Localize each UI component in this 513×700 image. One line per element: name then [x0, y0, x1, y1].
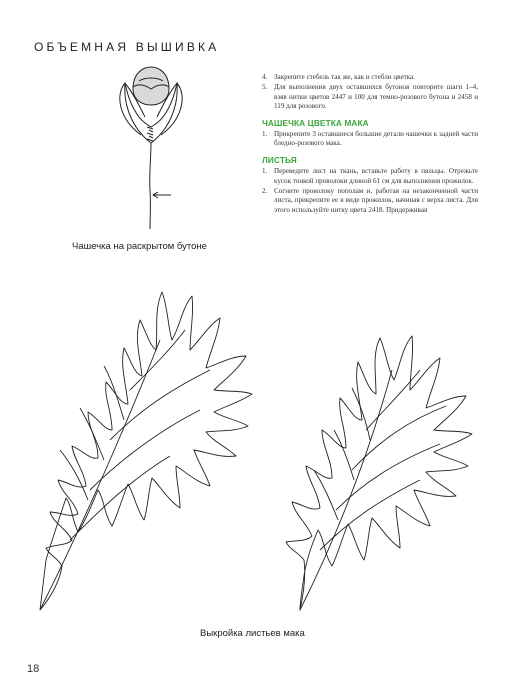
item-number: 2. — [262, 187, 268, 196]
leaves-caption: Выкройка листьев мака — [200, 628, 305, 639]
leaf-patterns-illustration — [0, 280, 513, 620]
right-leaf-outline — [286, 336, 472, 610]
left-leaf-outline — [40, 292, 252, 610]
instruction-column — [262, 73, 478, 216]
item-number: 1. — [262, 167, 268, 176]
list-item — [262, 187, 478, 215]
item-text: Переведите лист на ткань, вставьте работу в пяльцы. Отрежьте кусок тонкой проволоки длиной 61 см для выполнения прожилок. — [274, 167, 478, 185]
bud-stem — [150, 143, 151, 229]
item-text: Согните проволоку пополам и, работая на незаконченной части листа, прикрепите ее в виде прожилок, начиная с верха листа. Для этого используйте нитку цвета 2418. Придерживая — [274, 187, 478, 214]
list-item — [262, 130, 478, 149]
item-number: 4. — [262, 73, 268, 81]
figure-caption: Чашечка на раскрытом бутоне — [72, 241, 207, 252]
bud-center — [133, 67, 169, 105]
list-item — [262, 83, 478, 111]
item-number: 5. — [262, 83, 268, 92]
section-heading-calyx: ЧАШЕЧКА ЦВЕТКА МАКА — [262, 117, 369, 128]
page-number: 18 — [27, 663, 40, 675]
section-heading-leaves: ЛИСТЬЯ — [262, 154, 297, 165]
item-number: 1. — [262, 130, 268, 139]
item-text: Прикрепите 3 оставшиеся большие детали чашечки к задней части бледно-розового мака. — [274, 130, 478, 148]
list-item — [262, 167, 478, 186]
running-header: ОБЪЕМНАЯ ВЫШИВКА — [34, 40, 220, 54]
item-text: Закрепите стебель так же, как и стебли цветка. — [274, 73, 415, 81]
item-text: Для выполнения двух оставшихся бутонов повторите шаги 1–4, взяв нитки цветов 2447 и 100 для темно-розового бутона и 2458 и 119 для розового. — [274, 83, 478, 111]
poppy-bud-illustration — [95, 65, 215, 230]
list-item — [262, 73, 478, 82]
